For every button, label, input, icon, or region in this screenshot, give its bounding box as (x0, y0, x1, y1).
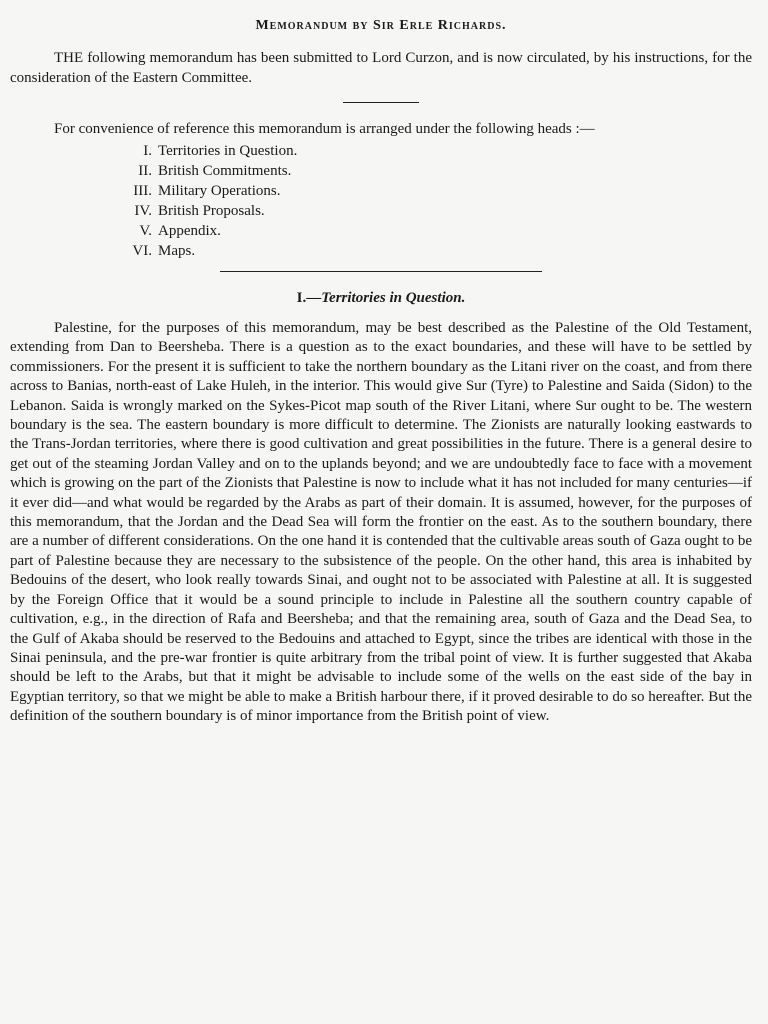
list-item (10, 141, 752, 161)
list-item-label: British Proposals. (158, 203, 265, 219)
list-item-number: V. (139, 223, 152, 239)
list-item-number: IV. (134, 203, 152, 219)
list-item-number: VI. (132, 243, 152, 259)
section-heading (10, 290, 752, 307)
list-item-label: Appendix. (158, 223, 221, 239)
list-item-number: I. (143, 143, 152, 159)
intro-paragraph: THE following memorandum has been submitted to Lord Curzon, and is now circulated, by his instructions, for the consideration of the Eastern Committee. (10, 50, 752, 86)
list-item (10, 201, 752, 221)
body-paragraph: Palestine, for the purposes of this memorandum, may be best described as the Palestine of the Old Testament, extending from Dan to Beersheba. There is a question as to the exact boundaries, and these will have to be settled by commissioners. For the present it is sufficient to take the northern boundary as the Litani river on the coast, and from there across to Banias, north-east of Lake Huleh, in the interior. This would give Sur (Tyre) to Palestine and Saida (Sidon) to the Lebanon. Saida is wrongly marked on the Sykes-Picot map south of the River Litani, where Sur ought to be. The western boundary is the sea. The eastern boundary is more difficult to determine. The Zionists are naturally looking eastwards to the Trans-Jordan territories, where there is good cultivation and great possibilities in the future. There is a general desire to get out of the steaming Jordan Valley and on to the uplands beyond; and we are undoubtedly face to face with a movement which is growing on the part of the Zionists that Palestine is now to include what it has not included for many centuries—if it ever did—and what would be regarded by the Arabs as part of their domain. It is assumed, however, for the purposes of this memorandum, that the Jordan and the Dead Sea will form the frontier on the east. As to the southern boundary, there are a number of different considerations. On the one hand it is contended that the cultivable areas south of Gaza ought to be part of Palestine because they are necessary to the subsistence of the people. On the other hand, this area is inhabited by Bedouins of the desert, who look really towards Sinai, and ought not to be associated with Palestine at all. It is suggested by the Foreign Office that it would be a sound principle to include in Palestine all the southern country capable of cultivation, e.g., in the direction of Rafa and Beersheba; and that the remaining area, south of Gaza and the Dead Sea, to the Gulf of Akaba should be reserved to the Bedouins and attached to Egypt, since the tribes are identical with those in the Sinai peninsula, and the pre-war frontier is quite arbitrary from the tribal point of view. It is further suggested that Akaba should be left to the Arabs, but that it might be advisable to include some of the wells on the east side of the bay in Egyptian territory, so that we might be able to make a British harbour there, if it proved desirable to do so hereafter. But the definition of the southern boundary is of minor importance from the British point of view. (10, 320, 752, 725)
list-item (10, 221, 752, 241)
list-item (10, 241, 752, 261)
contents-lead: For convenience of reference this memorandum is arranged under the following heads :— (54, 121, 595, 137)
list-item-label: Maps. (158, 243, 196, 259)
section-number: I.— (296, 290, 322, 306)
list-item-label: Military Operations. (158, 183, 281, 199)
page-title: Memorandum by Sir Erle Richards. (255, 18, 507, 33)
divider-short (343, 102, 419, 103)
list-item-label: British Commitments. (158, 163, 292, 179)
list-item (10, 181, 752, 201)
list-item (10, 161, 752, 181)
list-item-label: Territories in Question. (158, 143, 298, 159)
section-title: Territories in Question. (321, 290, 466, 306)
contents-list (10, 141, 752, 261)
list-item-number: III. (133, 183, 152, 199)
list-item-number: II. (138, 163, 152, 179)
divider-long (220, 271, 542, 272)
